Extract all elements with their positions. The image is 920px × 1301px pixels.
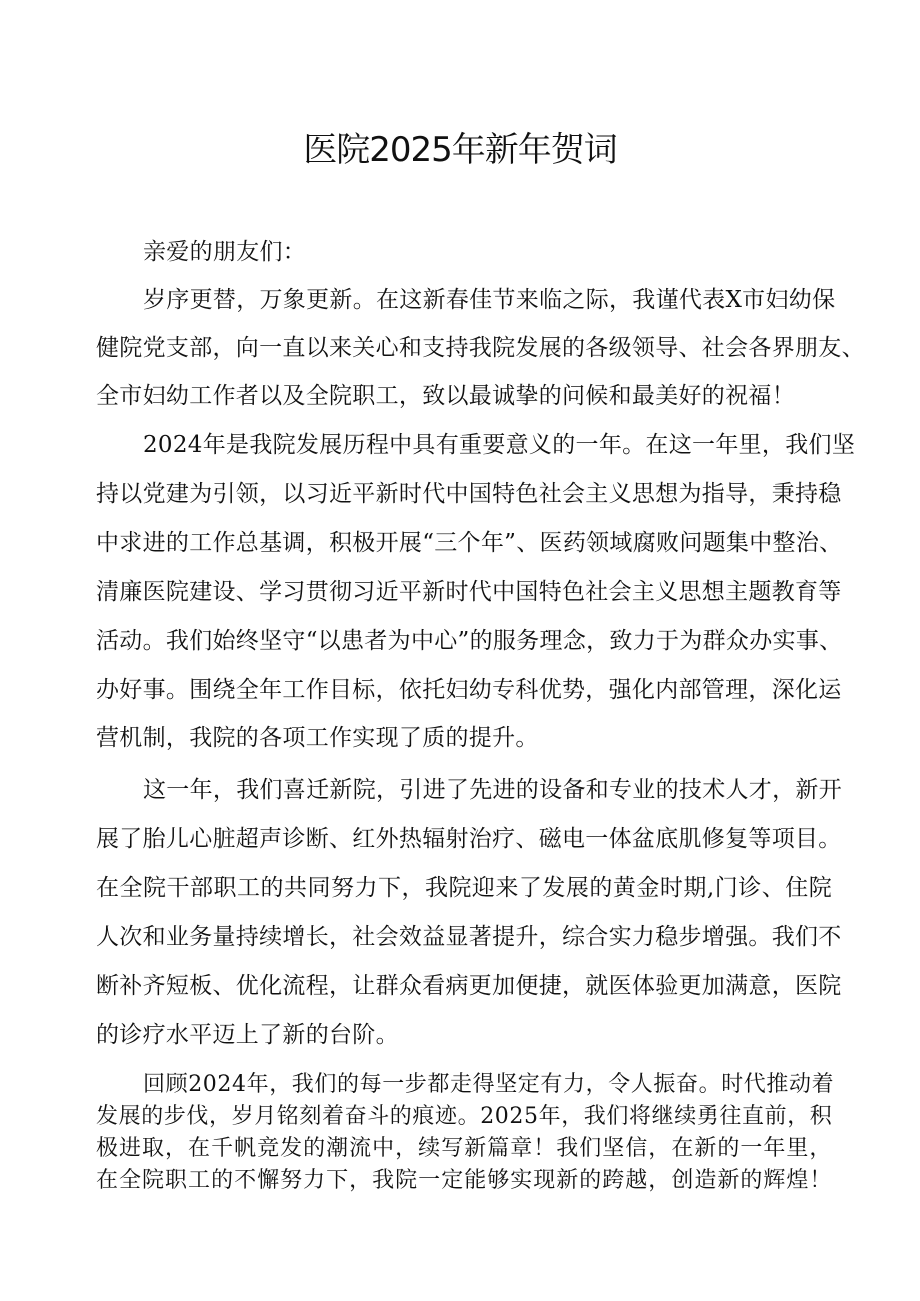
paragraph-2-line-2: 持以党建为引领，以习近平新时代中国特色社会主义思想为指导，秉持稳 xyxy=(96,481,842,507)
paragraph-2-line-1: 2024年是我院发展历程中具有重要意义的一年。在这一年里，我们坚 xyxy=(143,432,856,458)
paragraph-2-line-4: 清廉医院建设、学习贯彻习近平新时代中国特色社会主义思想主题教育等 xyxy=(96,579,842,605)
paragraph-3-line-4: 人次和业务量持续增长，社会效益显著提升，综合实力稳步增强。我们不 xyxy=(96,924,842,950)
paragraph-2-line-6: 办好事。围绕全年工作目标，依托妇幼专科优势，强化内部管理，深化运 xyxy=(96,677,842,703)
paragraph-4-line-2: 发展的步伐，岁月铭刻着奋斗的痕迹。2025年，我们将继续勇往直前，积 xyxy=(96,1104,833,1129)
greeting-line: 亲爱的朋友们： xyxy=(143,239,307,265)
paragraph-1-line-2: 健院党支部，向一直以来关心和支持我院发展的各级领导、社会各界朋友、 xyxy=(96,335,865,361)
paragraph-3-line-2: 展了胎儿心脏超声诊断、红外热辐射治疗、磁电一体盆底肌修复等项目。 xyxy=(96,826,842,852)
document-title: 医院2025年新年贺词 xyxy=(303,130,617,170)
paragraph-4-line-4: 在全院职工的不懈努力下，我院一定能够实现新的跨越，创造新的辉煌！ xyxy=(96,1168,832,1193)
paragraph-3-line-6: 的诊疗水平迈上了新的台阶。 xyxy=(96,1022,399,1048)
paragraph-3-line-5: 断补齐短板、优化流程，让群众看病更加便捷，就医体验更加满意，医院 xyxy=(96,973,842,999)
paragraph-1-line-3: 全市妇幼工作者以及全院职工，致以最诚挚的问候和最美好的祝福！ xyxy=(96,383,795,409)
paragraph-2-line-5: 活动。我们始终坚守“以患者为中心”的服务理念，致力于为群众办实事、 xyxy=(96,628,843,654)
paragraph-1-line-1: 岁序更替，万象更新。在这新春佳节来临之际，我谨代表X市妇幼保 xyxy=(143,287,836,313)
paragraph-3-line-3: 在全院干部职工的共同努力下，我院迎来了发展的黄金时期,门诊、住院 xyxy=(96,875,832,901)
paragraph-4-line-3: 极进取，在千帆竞发的潮流中，续写新篇章！我们坚信，在新的一年里， xyxy=(96,1136,832,1161)
paragraph-2-line-3: 中求进的工作总基调，积极开展“三个年”、医药领域腐败问题集中整治、 xyxy=(96,530,843,556)
paragraph-4-line-1: 回顾2024年，我们的每一步都走得坚定有力，令人振奋。时代推动着 xyxy=(143,1072,835,1097)
paragraph-3-line-1: 这一年，我们喜迁新院，引进了先进的设备和专业的技术人才，新开 xyxy=(143,777,842,803)
paragraph-2-line-7: 营机制，我院的各项工作实现了质的提升。 xyxy=(96,725,539,751)
